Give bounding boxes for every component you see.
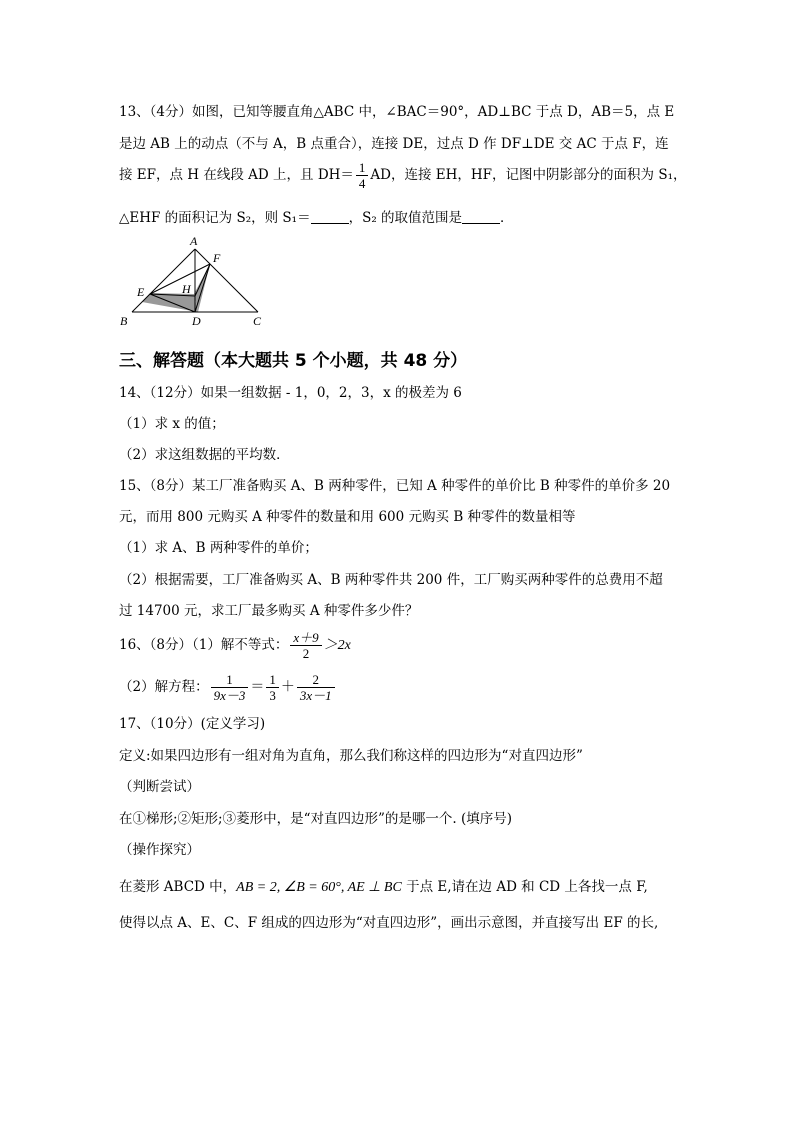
answer-blank-s1[interactable] (311, 209, 349, 224)
q17-try-title: （判断尝试） (119, 779, 200, 795)
q15-stem-2: 元，而用 800 元购买 A 种零件的数量和用 600 元购买 B 种零件的数量相等 (119, 509, 576, 525)
q13-fraction-numerator: 1 (356, 160, 369, 176)
q17-definition: 定义:如果四边形有一组对角为直角，那么我们称这样的四边形为“对直四边形” (119, 748, 583, 764)
label-e: E (137, 285, 145, 299)
q13-line-4-start: △EHF 的面积记为 S₂，则 S₁＝ (119, 210, 311, 226)
q14-part-2: （2）求这组数据的平均数． (119, 447, 290, 463)
q16-ineq-numerator: x＋9 (290, 630, 321, 646)
q14-stem: 14、（12分）如果一组数据 - 1，0，2，3，x 的极差为 6 (119, 385, 462, 401)
q13-fraction-denominator: 4 (358, 176, 366, 191)
q17-op-text-1 (119, 877, 648, 898)
q17-op-text-1-end: 于点 E,请在边 AD 和 CD 上各找一点 F, (401, 879, 648, 895)
q15-part-1: （1）求 A、B 两种零件的单价； (119, 540, 318, 556)
label-f: F (213, 251, 221, 265)
q13-line-1: 13、（4分）如图，已知等腰直角△ABC 中，∠BAC＝90°，AD⊥BC 于点 D，AB＝5，点 E (119, 104, 675, 120)
q16-eq-f2-numerator: 1 (266, 672, 279, 688)
q16-inequality-fraction (290, 630, 321, 661)
label-a: A (190, 234, 198, 248)
q17-op-text-1-start: 在菱形 ABCD 中， (119, 879, 237, 895)
q13-figure (110, 232, 280, 332)
q16-eq-f1-numerator: 1 (211, 672, 249, 688)
q13-line-3 (119, 160, 687, 191)
q17-op-title: （操作探究） (119, 842, 200, 858)
q13-line-3-start: 接 EF，点 H 在线段 AD 上，且 DH＝ (119, 167, 354, 183)
label-d: D (192, 314, 201, 328)
q13-line-4-mid: ，S₂ 的取值范围是 (348, 210, 463, 226)
q16-eq-plus: ＋ (280, 680, 295, 695)
q15-stem-1: 15、（8分）某工厂准备购买 A、B 两种零件，已知 A 种零件的单价比 B 种零件的单价多 20 (119, 478, 671, 494)
q13-line-4-end: ． (500, 210, 514, 226)
q16-eq-f2-denominator: 3 (269, 688, 276, 703)
q17-op-math: AB = 2, ∠B = 60°, AE ⊥ BC (236, 880, 402, 895)
q16-eq-f3-denominator: 3x－1 (299, 688, 332, 703)
q16-ineq-denominator: 2 (302, 646, 310, 661)
q16-eq-fraction-3 (297, 672, 335, 703)
q15-part-2b: 过 14700 元，求工厂最多购买 A 种零件多少件？ (119, 603, 419, 619)
q17-stem: 17、（10分）(定义学习) (119, 716, 266, 732)
q16-part-1 (119, 630, 351, 661)
q16-ineq-rhs: ＞2x (323, 638, 351, 653)
q15-part-2a: （2）根据需要，工厂准备购买 A、B 两种零件共 200 件，工厂购买两种零件的总费用不超 (119, 572, 663, 588)
q14-part-1: （1）求 x 的值； (119, 416, 225, 432)
q16-eq-f1-denominator: 9x－3 (213, 688, 246, 703)
q17-try-text: 在①梯形;②矩形;③菱形中，是“对直四边形”的是哪一个. (填序号) (119, 811, 513, 827)
label-c: C (253, 314, 262, 328)
q16-eq-fraction-2 (266, 672, 279, 703)
q17-op-text-2: 使得以点 A、E、C、F 组成的四边形为“对直四边形”，画出示意图，并直接写出 EF 的长, (119, 915, 659, 931)
q13-line-4 (119, 208, 514, 228)
q16-eq-equals: ＝ (250, 680, 265, 695)
q16-eq-fraction-1 (211, 672, 249, 703)
q16-eq-f3-numerator: 2 (297, 672, 335, 688)
q13-fraction (356, 160, 369, 191)
label-h: H (182, 282, 191, 296)
q13-line-3-end: AD，连接 EH，HF，记图中阴影部分的面积为 S₁， (370, 167, 687, 183)
q16-part-1-label: 16、（8分）（1）解不等式： (119, 637, 289, 653)
answer-blank-s2[interactable] (462, 209, 500, 224)
q16-part-2-label: （2）解方程： (119, 679, 209, 695)
q13-line-2: 是边 AB 上的动点（不与 A，B 点重合），连接 DE，过点 D 作 DF⊥DE 交 AC 于点 F，连 (119, 136, 669, 152)
q16-part-2 (119, 672, 337, 703)
section-3-title: 三、解答题（本大题共 5 个小题，共 48 分） (119, 351, 468, 371)
label-b: B (120, 314, 128, 328)
